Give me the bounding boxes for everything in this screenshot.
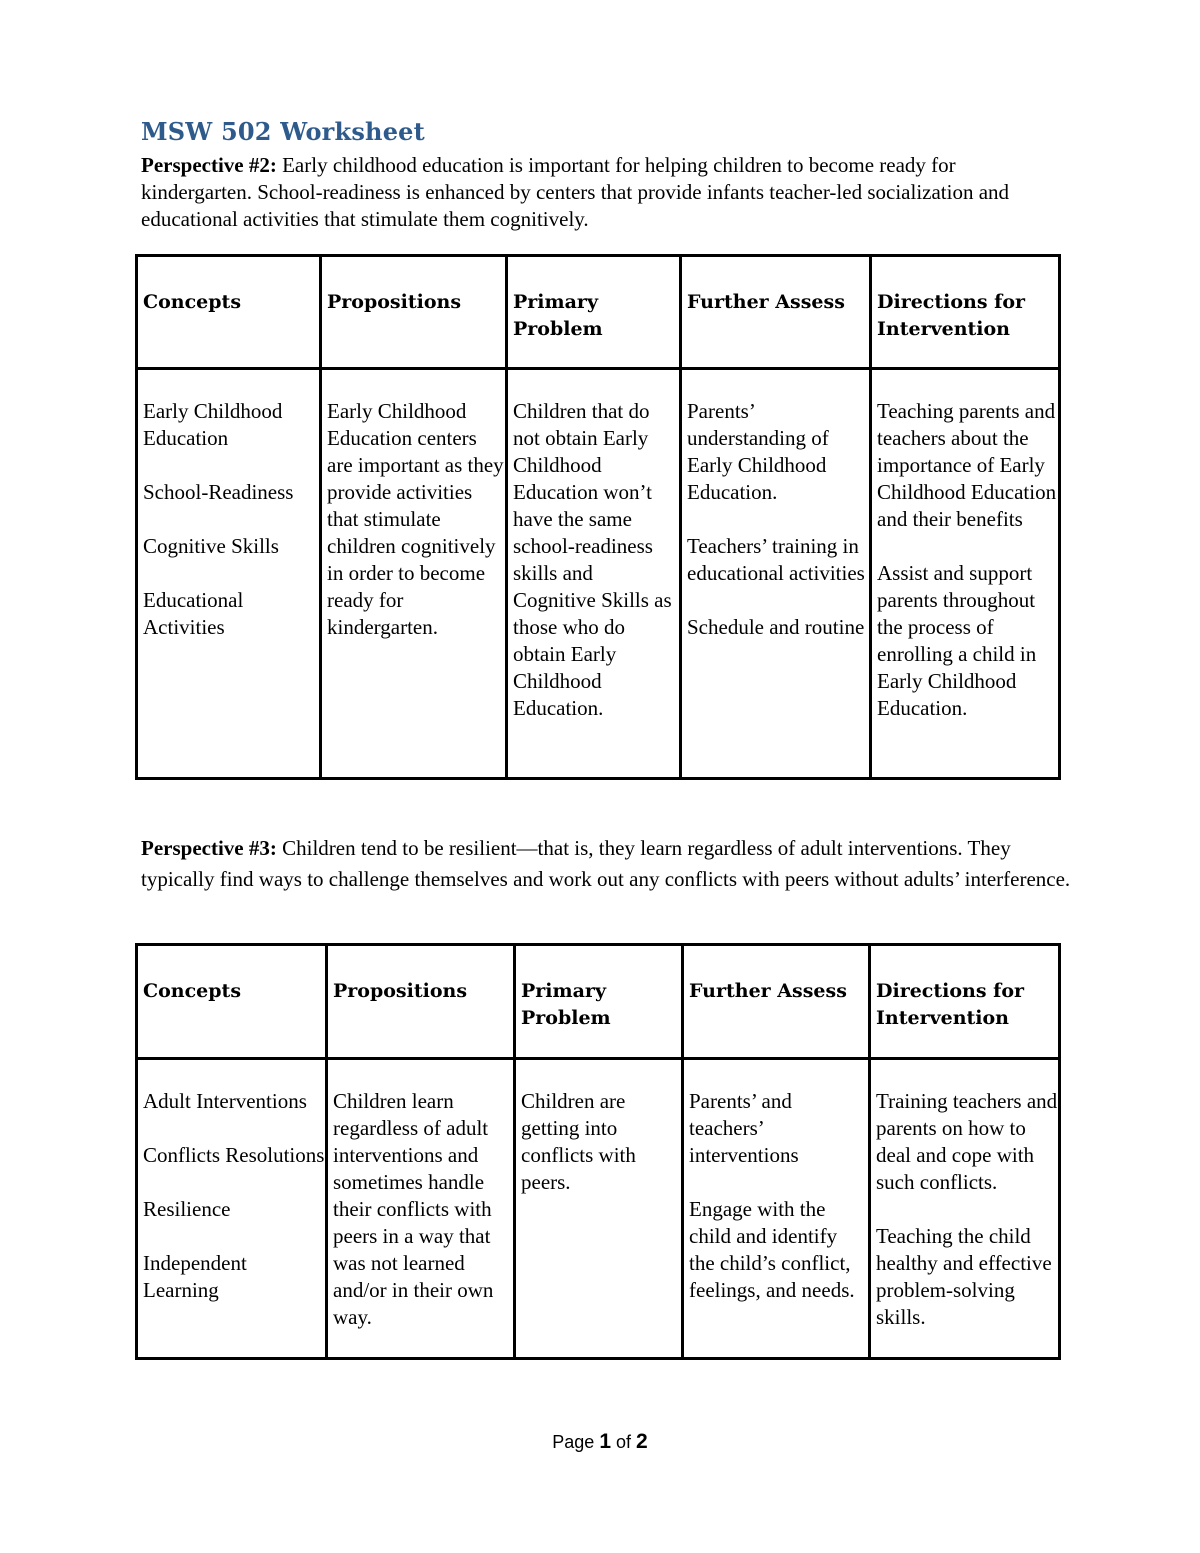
page-footer (0, 1430, 1200, 1454)
proposition-text: Early Childhood Education centers are important as they provide activities that stimulate children cognitively in order to become ready for kindergarten. (327, 399, 504, 639)
assess-item: Parents’ understanding of Early Childhood Education. (687, 399, 829, 504)
concept-item: Adult Interventions (143, 1089, 307, 1113)
perspective-3-text: Children tend to be resilient—that is, they learn regardless of adult interventions. They typically find ways to challenge themselves and work out any conflicts with peers without adults’ interference. (141, 836, 1071, 891)
primary-problem-text: Children are getting into conflicts with peers. (521, 1089, 636, 1194)
direction-item: Training teachers and parents on how to deal and cope with such conflicts. (876, 1089, 1058, 1194)
direction-item: Assist and support parents throughout the process of enrolling a child in Early Childhood Education. (877, 561, 1037, 720)
perspective-2-paragraph (141, 152, 1071, 233)
direction-item: Teaching parents and teachers about the importance of Early Childhood Education and their benefits (877, 399, 1057, 531)
further-assess-cell (681, 369, 871, 779)
concepts-cell (137, 1059, 327, 1359)
assess-item: Engage with the child and identify the child’s conflict, feelings, and needs. (689, 1197, 855, 1302)
directions-cell (870, 1059, 1060, 1359)
perspective-2-label: Perspective #2: (141, 153, 277, 177)
concept-item: Cognitive Skills (143, 534, 279, 558)
of-word: of (611, 1432, 637, 1452)
primary-problem-cell (507, 369, 681, 779)
header-primary-problem: Primary Problem (507, 256, 681, 369)
perspective-3-table (135, 943, 1061, 1360)
header-propositions: Propositions (321, 256, 507, 369)
header-directions: Directions for Intervention (871, 256, 1060, 369)
perspective-2-text: Early childhood education is important for helping children to become ready for kindergarten. School-readiness is enhanced by centers that provide infants teacher-led socialization and educational activities that stimulate them cognitively. (141, 153, 1010, 231)
directions-cell (871, 369, 1060, 779)
concept-item: School-Readiness (143, 480, 294, 504)
assess-item: Parents’ and teachers’ interventions (689, 1089, 799, 1167)
header-concepts: Concepts (137, 945, 327, 1059)
header-further-assess: Further Assess (681, 256, 871, 369)
concepts-cell (137, 369, 321, 779)
perspective-2-table (135, 254, 1061, 780)
primary-problem-text: Children that do not obtain Early Childhood Education won’t have the same school-readiness skills and Cognitive Skills as those who do obtain Early Childhood Education. (513, 399, 672, 720)
page-total: 2 (636, 1430, 648, 1453)
concept-item: Educational Activities (143, 588, 244, 639)
propositions-cell (327, 1059, 515, 1359)
assess-item: Schedule and routine (687, 615, 865, 639)
propositions-cell (321, 369, 507, 779)
concept-item: Conflicts Resolutions (143, 1143, 325, 1167)
header-concepts: Concepts (137, 256, 321, 369)
concept-item: Early Childhood Education (143, 399, 283, 450)
further-assess-cell (683, 1059, 870, 1359)
concept-item: Resilience (143, 1197, 231, 1221)
primary-problem-cell (515, 1059, 683, 1359)
header-directions: Directions for Intervention (870, 945, 1060, 1059)
concept-item: Independent Learning (143, 1251, 247, 1302)
direction-item: Teaching the child healthy and effective problem-solving skills. (876, 1224, 1052, 1329)
header-primary-problem: Primary Problem (515, 945, 683, 1059)
page-word: Page (552, 1432, 600, 1452)
assess-item: Teachers’ training in educational activities (687, 534, 865, 585)
header-further-assess: Further Assess (683, 945, 870, 1059)
header-propositions: Propositions (327, 945, 515, 1059)
page-title: MSW 502 Worksheet (141, 117, 425, 146)
proposition-text: Children learn regardless of adult interventions and sometimes handle their conflicts with peers in a way that was not learned and/or in their own way. (333, 1089, 494, 1329)
page-number: 1 (599, 1430, 612, 1453)
perspective-3-paragraph (141, 833, 1071, 895)
perspective-3-label: Perspective #3: (141, 836, 277, 860)
